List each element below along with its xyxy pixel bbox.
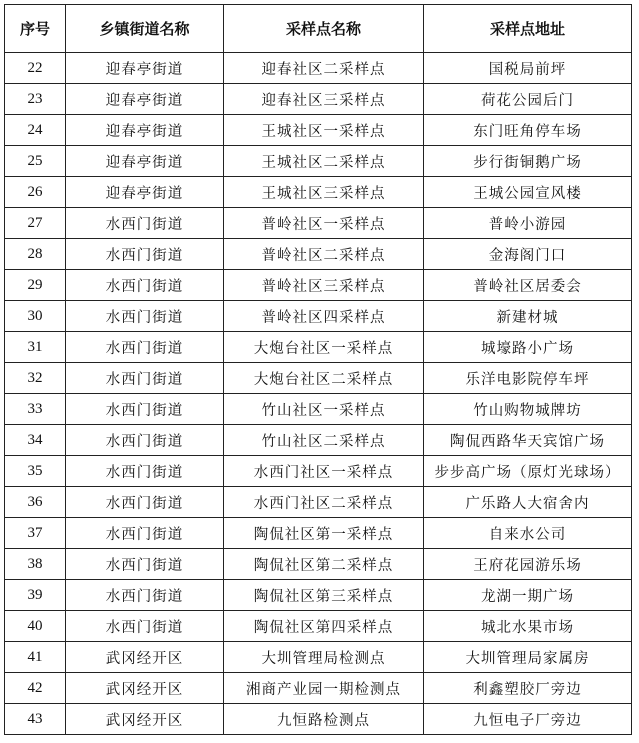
sampling-point-address-cell: 龙湖一期广场	[424, 580, 632, 611]
sampling-point-address-cell: 广乐路人大宿舍内	[424, 487, 632, 518]
table-row	[5, 394, 632, 425]
serial-number-cell: 33	[5, 394, 66, 425]
serial-number-cell: 23	[5, 84, 66, 115]
township-name-cell: 水西门街道	[66, 487, 224, 518]
table-row	[5, 332, 632, 363]
sampling-point-name-cell: 普岭社区四采样点	[224, 301, 424, 332]
table-row	[5, 549, 632, 580]
township-name-cell: 迎春亭街道	[66, 177, 224, 208]
serial-number-cell: 28	[5, 239, 66, 270]
table-row	[5, 487, 632, 518]
sampling-point-address-cell: 九恒电子厂旁边	[424, 704, 632, 735]
township-name-cell: 武冈经开区	[66, 673, 224, 704]
serial-number-cell: 43	[5, 704, 66, 735]
table-row	[5, 208, 632, 239]
table-row	[5, 642, 632, 673]
serial-number-cell: 36	[5, 487, 66, 518]
serial-number-cell: 31	[5, 332, 66, 363]
serial-number-cell: 35	[5, 456, 66, 487]
table-row	[5, 704, 632, 735]
township-name-cell: 水西门街道	[66, 270, 224, 301]
header-township-name: 乡镇街道名称	[66, 5, 224, 53]
sampling-point-name-cell: 迎春社区三采样点	[224, 84, 424, 115]
sampling-point-name-cell: 大炮台社区一采样点	[224, 332, 424, 363]
township-name-cell: 武冈经开区	[66, 704, 224, 735]
serial-number-cell: 42	[5, 673, 66, 704]
table-row	[5, 580, 632, 611]
table-header	[5, 5, 632, 53]
sampling-point-name-cell: 竹山社区二采样点	[224, 425, 424, 456]
table-row	[5, 270, 632, 301]
serial-number-cell: 39	[5, 580, 66, 611]
township-name-cell: 水西门街道	[66, 363, 224, 394]
sampling-point-address-cell: 竹山购物城牌坊	[424, 394, 632, 425]
township-name-cell: 水西门街道	[66, 332, 224, 363]
sampling-point-address-cell: 城壕路小广场	[424, 332, 632, 363]
sampling-point-address-cell: 陶侃西路华天宾馆广场	[424, 425, 632, 456]
table-row	[5, 673, 632, 704]
sampling-point-name-cell: 王城社区三采样点	[224, 177, 424, 208]
header-sampling-point-address: 采样点地址	[424, 5, 632, 53]
sampling-point-name-cell: 陶侃社区第四采样点	[224, 611, 424, 642]
table-row	[5, 239, 632, 270]
table-body	[5, 53, 632, 735]
sampling-point-address-cell: 东门旺角停车场	[424, 115, 632, 146]
sampling-point-address-cell: 普岭社区居委会	[424, 270, 632, 301]
township-name-cell: 迎春亭街道	[66, 146, 224, 177]
sampling-point-name-cell: 湘商产业园一期检测点	[224, 673, 424, 704]
township-name-cell: 水西门街道	[66, 611, 224, 642]
table-row	[5, 115, 632, 146]
township-name-cell: 迎春亭街道	[66, 115, 224, 146]
township-name-cell: 水西门街道	[66, 208, 224, 239]
township-name-cell: 水西门街道	[66, 580, 224, 611]
serial-number-cell: 24	[5, 115, 66, 146]
sampling-point-name-cell: 水西门社区二采样点	[224, 487, 424, 518]
header-serial-number: 序号	[5, 5, 66, 53]
sampling-point-name-cell: 陶侃社区第三采样点	[224, 580, 424, 611]
sampling-point-address-cell: 步行街铜鹅广场	[424, 146, 632, 177]
serial-number-cell: 34	[5, 425, 66, 456]
serial-number-cell: 25	[5, 146, 66, 177]
township-name-cell: 水西门街道	[66, 518, 224, 549]
table-row	[5, 363, 632, 394]
table-row	[5, 84, 632, 115]
serial-number-cell: 26	[5, 177, 66, 208]
sampling-point-address-cell: 金海阁门口	[424, 239, 632, 270]
sampling-point-name-cell: 大炮台社区二采样点	[224, 363, 424, 394]
header-row	[5, 5, 632, 53]
serial-number-cell: 40	[5, 611, 66, 642]
sampling-point-name-cell: 陶侃社区第一采样点	[224, 518, 424, 549]
sampling-point-address-cell: 自来水公司	[424, 518, 632, 549]
sampling-point-address-cell: 王城公园宣风楼	[424, 177, 632, 208]
sampling-point-address-cell: 城北水果市场	[424, 611, 632, 642]
sampling-point-address-cell: 国税局前坪	[424, 53, 632, 84]
township-name-cell: 水西门街道	[66, 425, 224, 456]
township-name-cell: 武冈经开区	[66, 642, 224, 673]
serial-number-cell: 27	[5, 208, 66, 239]
sampling-point-name-cell: 水西门社区一采样点	[224, 456, 424, 487]
township-name-cell: 水西门街道	[66, 549, 224, 580]
sampling-point-name-cell: 普岭社区二采样点	[224, 239, 424, 270]
sampling-point-name-cell: 迎春社区二采样点	[224, 53, 424, 84]
sampling-point-address-cell: 王府花园游乐场	[424, 549, 632, 580]
serial-number-cell: 22	[5, 53, 66, 84]
sampling-point-address-cell: 利鑫塑胶厂旁边	[424, 673, 632, 704]
table-row	[5, 425, 632, 456]
serial-number-cell: 29	[5, 270, 66, 301]
township-name-cell: 迎春亭街道	[66, 53, 224, 84]
sampling-points-table	[4, 4, 632, 735]
sampling-point-address-cell: 新建材城	[424, 301, 632, 332]
header-sampling-point-name: 采样点名称	[224, 5, 424, 53]
table-row	[5, 53, 632, 84]
serial-number-cell: 37	[5, 518, 66, 549]
table-row	[5, 611, 632, 642]
table-row	[5, 456, 632, 487]
sampling-point-name-cell: 王城社区一采样点	[224, 115, 424, 146]
sampling-point-name-cell: 陶侃社区第二采样点	[224, 549, 424, 580]
township-name-cell: 水西门街道	[66, 301, 224, 332]
serial-number-cell: 41	[5, 642, 66, 673]
sampling-point-name-cell: 王城社区二采样点	[224, 146, 424, 177]
sampling-point-address-cell: 步步高广场（原灯光球场）	[424, 456, 632, 487]
table-row	[5, 518, 632, 549]
serial-number-cell: 38	[5, 549, 66, 580]
sampling-point-address-cell: 普岭小游园	[424, 208, 632, 239]
township-name-cell: 水西门街道	[66, 239, 224, 270]
serial-number-cell: 30	[5, 301, 66, 332]
township-name-cell: 水西门街道	[66, 394, 224, 425]
table-row	[5, 177, 632, 208]
sampling-point-name-cell: 大圳管理局检测点	[224, 642, 424, 673]
sampling-point-name-cell: 普岭社区三采样点	[224, 270, 424, 301]
table-row	[5, 146, 632, 177]
sampling-point-name-cell: 普岭社区一采样点	[224, 208, 424, 239]
table-row	[5, 301, 632, 332]
sampling-point-name-cell: 竹山社区一采样点	[224, 394, 424, 425]
township-name-cell: 水西门街道	[66, 456, 224, 487]
sampling-point-name-cell: 九恒路检测点	[224, 704, 424, 735]
sampling-point-address-cell: 荷花公园后门	[424, 84, 632, 115]
sampling-point-address-cell: 大圳管理局家属房	[424, 642, 632, 673]
serial-number-cell: 32	[5, 363, 66, 394]
township-name-cell: 迎春亭街道	[66, 84, 224, 115]
sampling-point-address-cell: 乐洋电影院停车坪	[424, 363, 632, 394]
